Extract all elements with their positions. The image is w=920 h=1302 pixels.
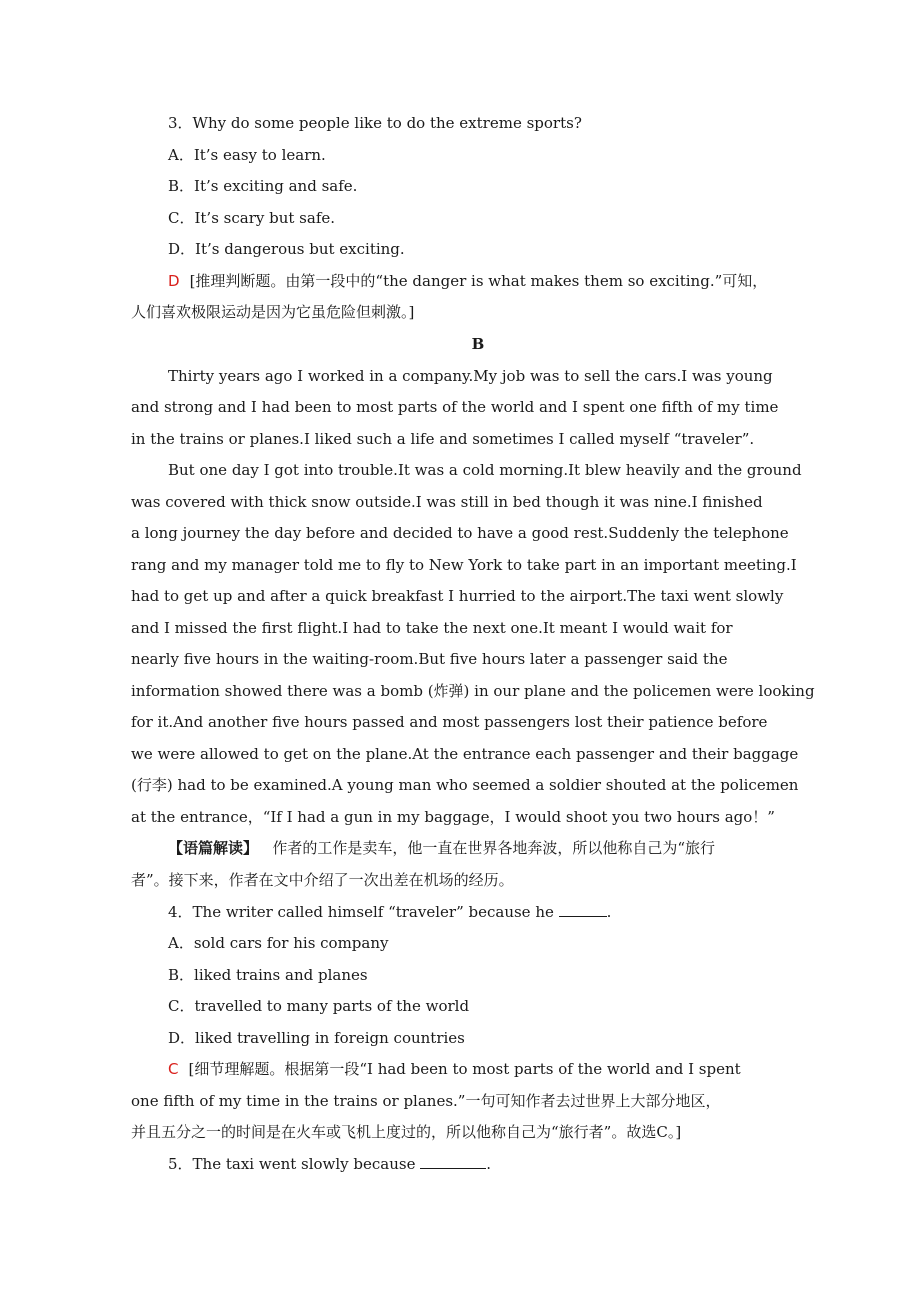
reading-summary-label: 【语篇解读】 — [168, 839, 259, 857]
question-4-text: 4．The writer called himself “traveler” because he — [168, 903, 554, 921]
q4-option-d: D．liked travelling in foreign countries — [168, 1029, 465, 1047]
passage-line: in the trains or planes.I liked such a life and sometimes I called myself “traveler”. — [131, 430, 755, 448]
q3-answer-letter: D — [168, 272, 180, 290]
q3-option-c: C．It’s scary but safe. — [168, 209, 336, 227]
q4-explanation-line-2: one fifth of my time in the trains or planes.”一句可知作者去过世界上大部分地区， — [131, 1092, 721, 1110]
section-heading: B — [471, 335, 485, 353]
passage-line: Thirty years ago I worked in a company.My job was to sell the cars.I was young — [168, 367, 773, 385]
q3-option-b: B．It’s exciting and safe. — [168, 177, 358, 195]
passage-line: had to get up and after a quick breakfast I hurried to the airport.The taxi went slowly — [131, 587, 784, 605]
q4-explanation-text: [细节理解题。根据第一段“I had been to most parts of the world and I spent — [188, 1060, 741, 1078]
question-3: 3．Why do some people like to do the extreme sports? — [168, 114, 582, 132]
q3-explanation-line-2: 人们喜欢极限运动是因为它虽危险但刺激。] — [131, 303, 415, 321]
passage-line: and strong and I had been to most parts of the world and I spent one fifth of my time — [131, 398, 779, 416]
question-5 — [168, 1154, 491, 1174]
q4-option-b: B．liked trains and planes — [168, 966, 368, 984]
question-5-text: 5．The taxi went slowly because — [168, 1155, 416, 1173]
answer-blank — [559, 902, 607, 917]
q3-explanation-text: [推理判断题。由第一段中的“the danger is what makes them so exciting.”可知， — [189, 272, 768, 290]
reading-summary-line-2: 者”。接下来，作者在文中介绍了一次出差在机场的经历。 — [131, 871, 514, 889]
passage-line: was covered with thick snow outside.I was still in bed though it was nine.I finished — [131, 493, 763, 511]
question-4-end: . — [606, 903, 612, 921]
reading-summary-line-1 — [168, 838, 715, 858]
passage-line: rang and my manager told me to fly to New York to take part in an important meeting.I — [131, 556, 797, 574]
q3-explanation-line-1 — [168, 271, 767, 291]
q4-option-a: A．sold cars for his company — [168, 934, 389, 952]
passage-line: But one day I got into trouble.It was a cold morning.It blew heavily and the ground — [168, 461, 802, 479]
answer-blank — [420, 1154, 486, 1169]
passage-line: a long journey the day before and decided to have a good rest.Suddenly the telephone — [131, 524, 789, 542]
reading-summary-text: 作者的工作是卖车，他一直在世界各地奔波，所以他称自己为“旅行 — [272, 839, 715, 857]
passage-line: at the entrance，“If I had a gun in my baggage，I would shoot you two hours ago！” — [131, 808, 775, 826]
q4-answer-letter: C — [168, 1060, 179, 1078]
question-5-end: . — [486, 1155, 492, 1173]
q3-option-d: D．It’s dangerous but exciting. — [168, 240, 405, 258]
q4-explanation-line-3: 并且五分之一的时间是在火车或飞机上度过的，所以他称自己为“旅行者”。故选C。] — [131, 1123, 682, 1141]
passage-line: nearly five hours in the waiting-room.But five hours later a passenger said the — [131, 650, 728, 668]
passage-line: for it.And another five hours passed and most passengers lost their patience before — [131, 713, 768, 731]
q4-option-c: C．travelled to many parts of the world — [168, 997, 470, 1015]
passage-line: (行李) had to be examined.A young man who seemed a soldier shouted at the policemen — [131, 776, 799, 794]
passage-line: and I missed the first flight.I had to take the next one.It meant I would wait for — [131, 619, 733, 637]
passage-line: information showed there was a bomb (炸弹) in our plane and the policemen were looking — [131, 682, 815, 700]
q3-option-a: A．It’s easy to learn. — [168, 146, 326, 164]
question-4 — [168, 902, 611, 922]
q4-explanation-line-1 — [168, 1059, 741, 1079]
passage-line: we were allowed to get on the plane.At the entrance each passenger and their baggage — [131, 745, 799, 763]
